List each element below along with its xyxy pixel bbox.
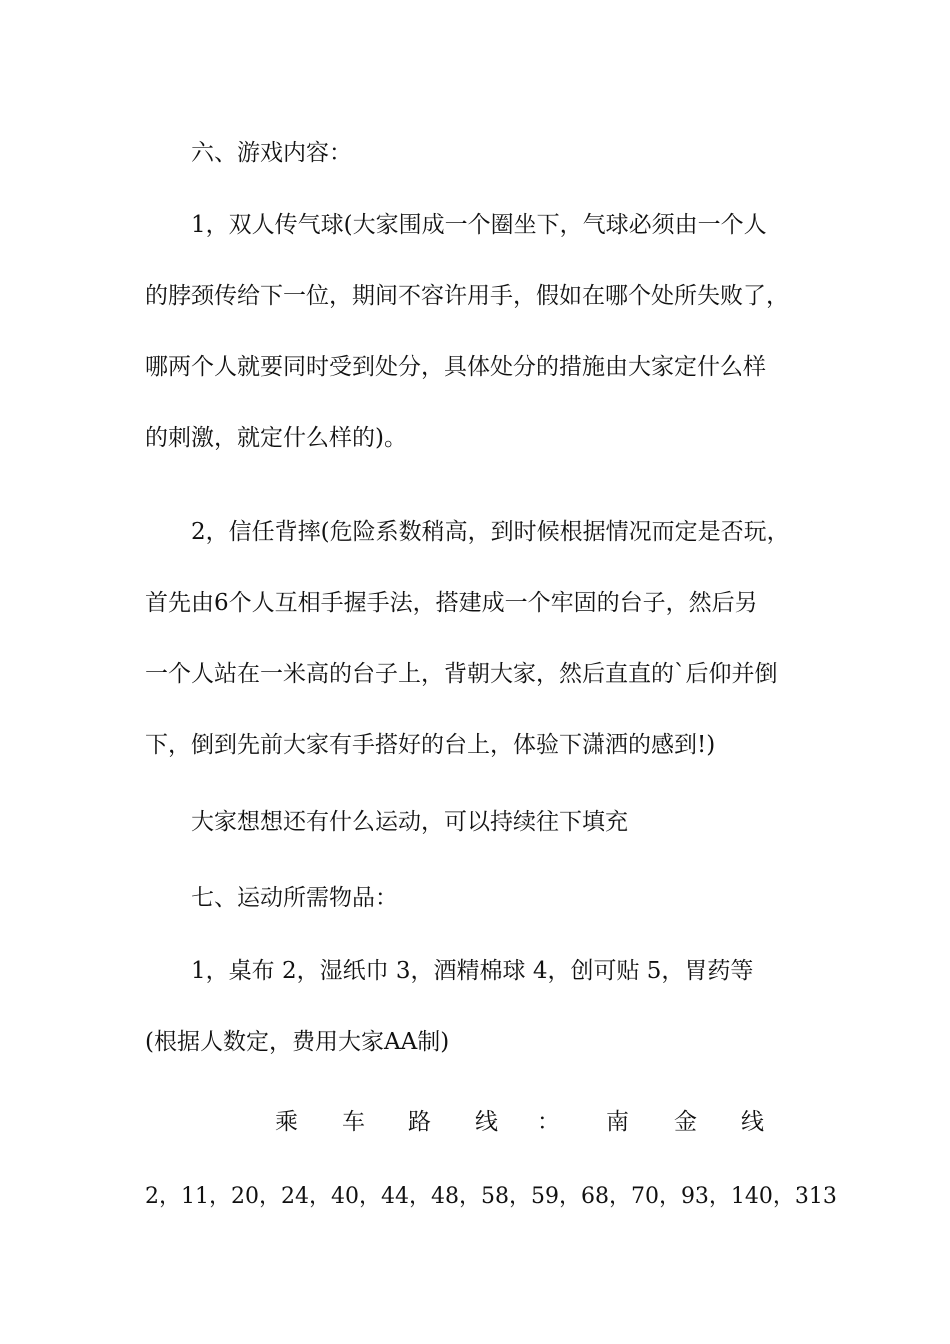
items-line-1: 1，桌布 2，湿纸巾 3，酒精棉球 4，创可贴 5，胃药等 [191, 958, 754, 984]
route-char: 车 [342, 1109, 365, 1135]
item1-line-4: 的刺激，就定什么样的)。 [145, 425, 407, 451]
heading-text: 六、游戏内容： [191, 140, 352, 166]
item2-line-2: 首先由6个人互相手握手法，搭建成一个牢固的台子，然后另 [145, 590, 758, 616]
item1-line-1: 1，双人传气球(大家围成一个圈坐下，气球必须由一个人 [191, 212, 767, 238]
route-char: 路 [408, 1109, 431, 1135]
item2-line-3: 一个人站在一米高的台子上，背朝大家，然后直直的`后仰并倒 [145, 661, 778, 687]
route-char: 线 [741, 1109, 764, 1135]
route-numbers-text: 2，11，20，24，40，44，48，58，59，68，70，93，140，313 [145, 1184, 837, 1209]
section6-heading [145, 118, 825, 189]
route-char: 线 [475, 1109, 498, 1135]
section6-item2 [145, 497, 825, 781]
item2-line-1: 2，信任背摔(危险系数稍高，到时候根据情况而定是否玩， [191, 519, 790, 545]
items-line-2: (根据人数定，费用大家AA制) [145, 1029, 450, 1055]
section7-items [145, 936, 825, 1078]
item1-line-2: 的脖颈传给下一位，期间不容许用手，假如在哪个处所失败了， [145, 283, 789, 309]
route-char: 南 [606, 1109, 629, 1135]
section6-item1 [145, 190, 825, 474]
item1-line-3: 哪两个人就要同时受到处分，具体处分的措施由大家定什么样 [145, 354, 766, 380]
route-char: 金 [674, 1109, 697, 1135]
note-text: 大家想想还有什么运动，可以持续往下填充 [191, 809, 628, 835]
section7-heading [145, 863, 825, 934]
route-char: ： [537, 1109, 560, 1135]
section7-heading-text: 七、运动所需物品： [191, 885, 398, 911]
route-numbers [145, 1177, 837, 1217]
route-char: 乘 [275, 1109, 298, 1135]
section6-note [145, 787, 825, 858]
item2-line-4: 下，倒到先前大家有手搭好的台上，体验下潇洒的感到!) [145, 732, 716, 758]
route-heading [145, 1102, 825, 1142]
